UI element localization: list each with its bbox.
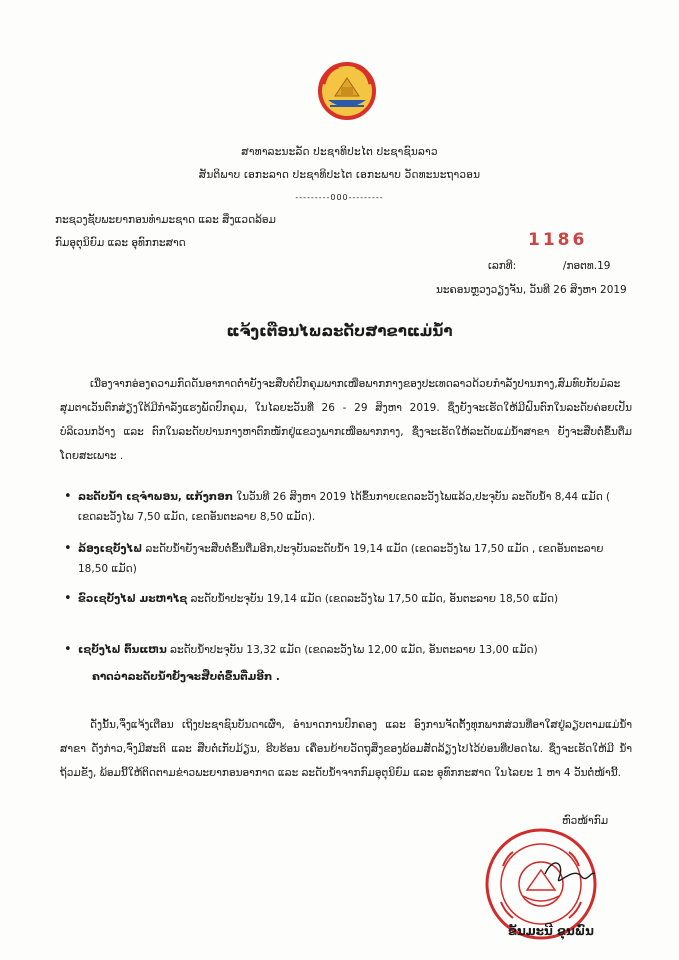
list-item bbox=[78, 487, 630, 527]
signatory-title: ຫົວໜ້າກົມ bbox=[562, 815, 609, 827]
ministry-name: ກະຊວງຊັບພະຍາກອນທຳມະຊາດ ແລະ ສິ່ງແວດລ້ອມ bbox=[55, 214, 276, 226]
reference-label: ເລກທີ: bbox=[488, 260, 517, 272]
station-name: ລະດັບນໍ້າ ເຊຈຳພອນ, ແກ້ງກອກ bbox=[78, 491, 233, 503]
document-number: 1186 bbox=[528, 230, 588, 250]
republic-name: ສາທາລະນະລັດ ປະຊາທິປະໄຕ ປະຊາຊົນລາວ bbox=[241, 146, 438, 158]
place-and-date: ນະຄອນຫຼວງວຽງຈັນ, ວັນທີ 26 ສິງຫາ 2019 bbox=[436, 284, 627, 296]
station-details: ໃນວັນທີ 26 ສິງຫາ 2019 ໄດ້ຂຶ້ນກາຍເຂດລະວັງໄພແລ້ວ,ປະຈຸບັນ ລະດັບນໍ້າ 8,44 ແມັດ ( ເຂດລະວັງໄພ 7,50 ແມັດ, ເຂດອັນຕະລາຍ 8,50 ແມັດ). bbox=[78, 491, 611, 523]
signatory-name: ຂັນມະນີ ຂຸນພົນ bbox=[508, 924, 594, 938]
station-name: ເຊບັ້ງໄຟ ຕົ້ນແຫນ bbox=[78, 644, 167, 656]
station-details: ລະດັບນໍ້າຍັງຈະສືບຕໍ່ຂຶ້ນຕື່ມອີກ,ປະຈຸບັນລະດັບນໍ້າ 19,14 ແມັດ (ເຂດລະວັງໄພ 17,50 ແມັດ , ເຂດອັນຕະລາຍ 18,50 ແມັດ) bbox=[78, 543, 604, 575]
list-item bbox=[78, 640, 630, 660]
station-details: ລະດັບນໍ້າປະຈຸບັນ 19,14 ແມັດ (ເຂດລະວັງໄພ 17,50 ແມັດ, ອັນຕະລາຍ 18,50 ແມັດ) bbox=[187, 593, 559, 605]
national-emblem-icon bbox=[318, 62, 376, 120]
station-name: ລ້ອງເຊບັ້ງໄຟ bbox=[78, 543, 143, 555]
national-motto: ສັນຕິພາບ ເອກະລາດ ປະຊາທິປະໄຕ ເອກະພາບ ວັດທະນະຖາວອນ bbox=[198, 169, 481, 181]
list-item bbox=[78, 589, 630, 609]
reference-number bbox=[488, 260, 610, 272]
reference-suffix: /ກອຕທ.19 bbox=[562, 260, 611, 272]
document-title: ແຈ້ງເຕືອນໄພລະດັບສາຂາແມ່ນໍ້າ bbox=[226, 322, 453, 340]
list-item bbox=[78, 539, 630, 579]
station-details: ລະດັບນໍ້າປະຈຸບັນ 13,32 ແມັດ (ເຂດລະວັງໄພ 12,00 ແມັດ, ອັນຕະລາຍ 13,00 ແມັດ) bbox=[166, 644, 538, 656]
intro-paragraph: ເນື່ອງຈາກອ່ອງຄວາມກົດດັນອາກາດຕ່ຳຍັງຈະສືບຕໍ່ປົກຄຸມພາກເໜືອພາກກາງຂອງປະເທດລາວດ້ວຍກຳລັງປານກາງ,ສົມທົບກັບມໍລະສຸມຕາເວັນຕົກສ່ຽງໃຕ້ມີກຳລັງແຮງພັດປົກຄຸມ, ໃນໄລຍະວັນທີ່ 26 - 29 ສິງຫາ 2019. ຊຶ່ງຍັງຈະເຮັດໃຫ້ມີຝົນຕົກໃນລະດັບຄ່ອຍເປັນບໍລິເວນກວ້າງ ແລະ ຕົກໃນລະດັບປານກາງຫາຕົກໜັກຢູ່ແຂວງພາກເໜືອພາກກາງ, ຊຶ່ງຈະເຮັດໃຫ້ລະດັບແມ່ນໍ້າສາຂາ ຍັງຈະສືບຕໍ່ຂຶ້ນຕື່ມ ໂດຍສະເພາະ . bbox=[60, 378, 632, 462]
department-name: ກົມອຸຕຸນິຍົມ ແລະ ອຸທົກກະສາດ bbox=[55, 237, 186, 249]
station-name: ຂົວເຊບັ້ງໄຟ ມະຫາໄຊ bbox=[78, 593, 188, 605]
forecast-note: ຄາດວ່າລະດັບນໍ້າຍັງຈະສືບຕໍ່ຂຶ້ນຕື່ມອີກ . bbox=[92, 671, 280, 683]
header-separator: ---------000--------- bbox=[295, 193, 384, 202]
warning-paragraph: ດັ່ງນັ້ນ,ຈຶ່ງແຈ້ງເຕືອນ ເຖິງປະຊາຊົນບັນດາເຜົ່າ, ອຳນາດການປົກຄອງ ແລະ ອົງການຈັດຕັ້ງທຸກພາກສ່ວນທີ່ອາໃສຢູ່ລຽບຕາມແມ່ນໍ້າສາຂາ ດັ່ງກ່າວ,ຈົ່ງມີສະຕິ ແລະ ສືບຕໍ່ເກັບມ້ຽນ, ຮີບຮ້ອນ ເຄື່ອນຍ້າຍວັດຖຸສິ່ງຂອງພ້ອມສັດລ້ຽງໄປໄວ້ບ່ອນທີ່ປອດໄພ. ຊຶ່ງຈະເຮັດໃຫ້ມີ ນໍ້າຖ້ວມຂັງ, ພ້ອມນີ້ໃຫ້ຕິດຕາມຂ່າວພະຍາກອນອາກາດ ແລະ ລະດັບນໍ້າຈາກກົມອຸຕຸນິຍົມ ແລະ ອຸທົກກະສາດ ໃນໄລຍະ 1 ຫາ 4 ວັນຕໍ່ໜ້ານີ້. bbox=[60, 719, 632, 779]
